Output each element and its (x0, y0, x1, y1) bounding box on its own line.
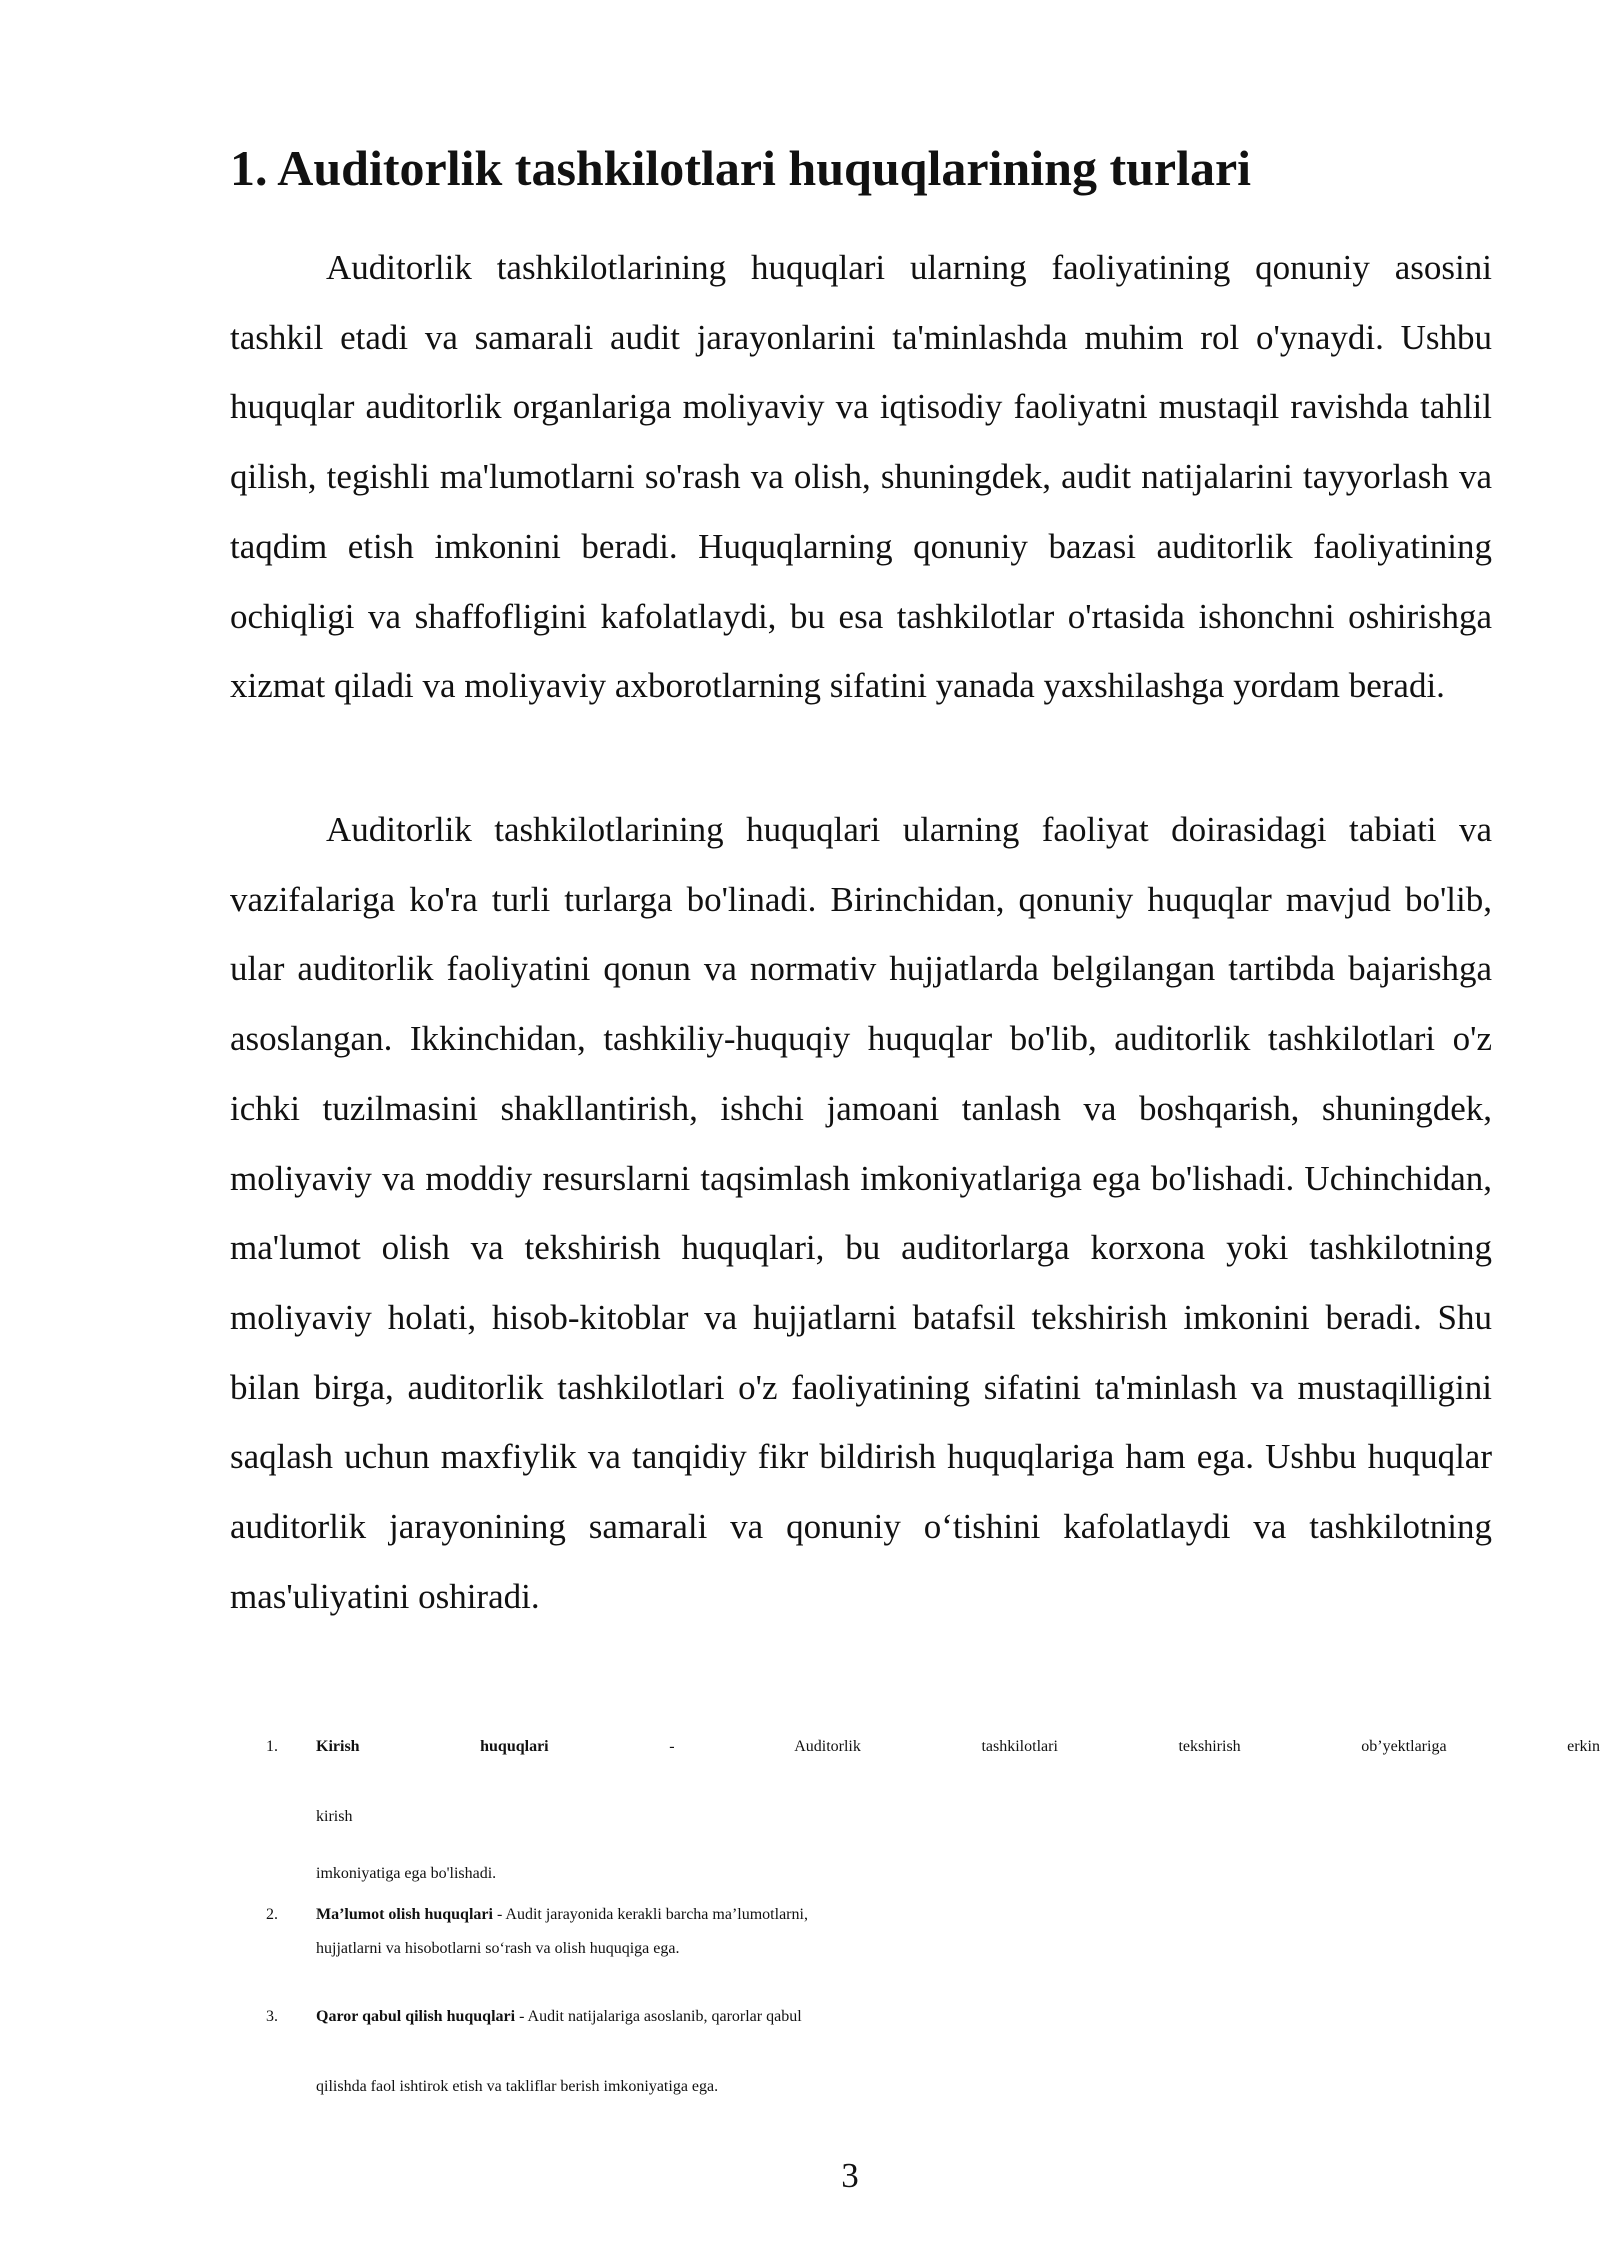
section-heading: 1. Auditorlik tashkilotlari huquqlarining turlari (230, 140, 1252, 196)
list-item-term: Qaror qabul qilish huquqlari (316, 2008, 516, 2025)
list-item-text: - Audit natijalariga asoslanib, qarorlar qabul (515, 2008, 802, 2025)
list-item-2 (230, 1898, 1600, 1966)
list-item-number: 2. (266, 1906, 278, 1923)
list-item-text: qilishda faol ishtirok etish va takliflar berish imkoniyatiga ega. (316, 2078, 719, 2095)
list-item-line (316, 1982, 1600, 2052)
list-item-line (316, 1712, 1600, 1782)
list-item-3 (230, 1982, 1600, 2122)
list-item-text: - Auditorlik tashkilotlari tekshirish ob’yektlariga erkin (548, 1738, 1600, 1755)
list-item-term: Kirish huquqlari (316, 1738, 549, 1755)
list-item-line (316, 1898, 1600, 1932)
list-item-number: 1. (266, 1738, 278, 1755)
page-number: 3 (841, 2156, 859, 2195)
list-item-1 (230, 1712, 1600, 1896)
list-item-text: kirish (316, 1808, 353, 1825)
list-item-text: hujjatlarni va hisobotlarni so‘rash va olish huquqiga ega. (316, 1940, 680, 1957)
paragraph-1: Auditorlik tashkilotlarining huquqlari ularning faoliyatining qonuniy asosini tashkil etadi va samarali audit jarayonlarini ta'minlashda muhim rol o'ynaydi. Ushbu huquqlar auditorlik organlariga moliyaviy va iqtisodiy faoliyatni mustaqil ravishda tahlil qilish, tegishli ma'lumotlarni so'rash va olish, shuningdek, audit natijalarini tayyorlash va taqdim etish imkonini beradi. Huquqlarning qonuniy bazasi auditorlik faoliyatining ochiqligi va shaffofligini kafolatlaydi, bu esa tashkilotlar o'rtasida ishonchni oshirishga xizmat qiladi va moliyaviy axborotlarning sifatini yanada yaxshilashga yordam beradi. (230, 248, 1492, 706)
paragraph-2: Auditorlik tashkilotlarining huquqlari ularning faoliyat doirasidagi tabiati va vazifalariga ko'ra turli turlarga bo'linadi. Birinchidan, qonuniy huquqlar mavjud bo'lib, ular auditorlik faoliyatini qonun va normativ hujjatlarda belgilangan tartibda bajarishga asoslangan. Ikkinchidan, tashkiliy-huquqiy huquqlar bo'lib, auditorlik tashkilotlari o'z ichki tuzilmasini shakllantirish, ishchi jamoani tanlash va boshqarish, shuningdek, moliyaviy va moddiy resurslarni taqsimlash imkoniyatlariga ega bo'lishadi. Uchinchidan, ma'lumot olish va tekshirish huquqlari, bu auditorlarga korxona yoki tashkilotning moliyaviy holati, hisob-kitoblar va hujjatlarni batafsil tekshirish imkonini beradi. Shu bilan birga, auditorlik tashkilotlari o'z faoliyatining sifatini ta'minlash va mustaqilligini saqlash uchun maxfiylik va tanqidiy fikr bildirish huquqlariga ham ega. Ushbu huquqlar auditorlik jarayonining samarali va qonuniy o‘tishini kafolatlaydi va tashkilotning mas'uliyatini oshiradi. (230, 810, 1492, 1616)
list-item-term: Ma’lumot olish huquqlari (316, 1906, 493, 1923)
list-item-text: imkoniyatiga ega bo'lishadi. (316, 1865, 497, 1882)
list-item-number: 3. (266, 2008, 278, 2025)
list-item-text: - Audit jarayonida kerakli barcha ma’lumotlarni, (492, 1906, 808, 1923)
